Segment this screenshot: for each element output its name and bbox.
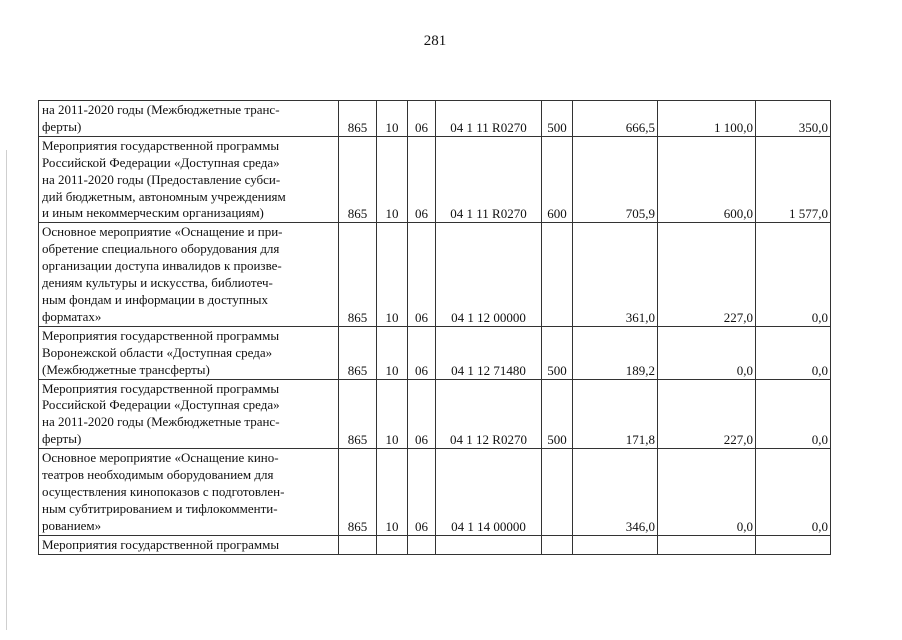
amount-year-2-cell: 0,0 bbox=[658, 326, 756, 379]
table-row bbox=[39, 136, 831, 223]
table-row bbox=[39, 449, 831, 536]
section-code-cell bbox=[377, 535, 408, 554]
scan-edge-line bbox=[6, 150, 7, 630]
subsection-code-cell: 06 bbox=[408, 101, 436, 137]
description-cell bbox=[39, 379, 339, 449]
table-row bbox=[39, 326, 831, 379]
amount-year-3-cell: 0,0 bbox=[756, 449, 831, 536]
target-article-cell: 04 1 11 R0270 bbox=[436, 101, 542, 137]
description-line: Мероприятия государственной программы bbox=[42, 327, 280, 343]
ministry-code-cell: 865 bbox=[339, 326, 377, 379]
target-article-cell: 04 1 12 71480 bbox=[436, 326, 542, 379]
subsection-code-cell: 06 bbox=[408, 379, 436, 449]
description-line: форматах» bbox=[42, 308, 102, 324]
amount-year-3-cell: 0,0 bbox=[756, 326, 831, 379]
description-cell bbox=[39, 101, 339, 137]
description-cell bbox=[39, 535, 339, 554]
description-line: дениям культуры и искусства, библиотеч- bbox=[42, 275, 273, 291]
description-line: и иным некоммерческим организациям) bbox=[42, 205, 264, 221]
description-line: на 2011-2020 годы (Межбюджетные транс- bbox=[42, 102, 280, 117]
description-line: ферты) bbox=[42, 118, 82, 134]
description-line: ным фондам и информации в доступных bbox=[42, 291, 269, 307]
description-line: Основное мероприятие «Оснащение кино- bbox=[42, 450, 279, 466]
description-line: Мероприятия государственной программы bbox=[42, 137, 280, 153]
description-line: ным субтитрированием и тифлокомменти- bbox=[42, 500, 278, 516]
section-code-cell: 10 bbox=[377, 101, 408, 137]
amount-year-1-cell: 189,2 bbox=[573, 326, 658, 379]
expense-type-cell bbox=[542, 449, 573, 536]
description-line: осуществления кинопоказов с подготовлен- bbox=[42, 483, 285, 499]
description-line: Российской Федерации «Доступная среда» bbox=[42, 397, 280, 413]
amount-year-3-cell: 350,0 bbox=[756, 101, 831, 137]
expense-type-cell: 500 bbox=[542, 101, 573, 137]
amount-year-1-cell: 666,5 bbox=[573, 101, 658, 137]
amount-year-2-cell: 600,0 bbox=[658, 136, 756, 223]
description-cell bbox=[39, 223, 339, 326]
ministry-code-cell: 865 bbox=[339, 379, 377, 449]
amount-year-1-cell bbox=[573, 535, 658, 554]
description-cell bbox=[39, 136, 339, 223]
description-line: театров необходимым оборудованием для bbox=[42, 467, 274, 483]
description-cell bbox=[39, 449, 339, 536]
amount-year-3-cell: 1 577,0 bbox=[756, 136, 831, 223]
subsection-code-cell: 06 bbox=[408, 136, 436, 223]
subsection-code-cell: 06 bbox=[408, 326, 436, 379]
budget-table-body bbox=[39, 101, 831, 555]
description-line: Мероприятия государственной программы bbox=[42, 536, 280, 552]
target-article-cell: 04 1 12 00000 bbox=[436, 223, 542, 326]
ministry-code-cell: 865 bbox=[339, 101, 377, 137]
ministry-code-cell: 865 bbox=[339, 449, 377, 536]
target-article-cell bbox=[436, 535, 542, 554]
amount-year-2-cell: 227,0 bbox=[658, 379, 756, 449]
ministry-code-cell: 865 bbox=[339, 136, 377, 223]
amount-year-2-cell: 1 100,0 bbox=[658, 101, 756, 137]
expense-type-cell: 500 bbox=[542, 326, 573, 379]
table-row bbox=[39, 379, 831, 449]
table-row bbox=[39, 535, 831, 554]
target-article-cell: 04 1 14 00000 bbox=[436, 449, 542, 536]
section-code-cell: 10 bbox=[377, 136, 408, 223]
expense-type-cell bbox=[542, 223, 573, 326]
section-code-cell: 10 bbox=[377, 326, 408, 379]
amount-year-1-cell: 361,0 bbox=[573, 223, 658, 326]
expense-type-cell: 500 bbox=[542, 379, 573, 449]
amount-year-2-cell: 0,0 bbox=[658, 449, 756, 536]
description-line: на 2011-2020 годы (Межбюджетные транс- bbox=[42, 414, 280, 430]
amount-year-1-cell: 705,9 bbox=[573, 136, 658, 223]
description-line: Воронежской области «Доступная среда» bbox=[42, 344, 273, 360]
amount-year-2-cell bbox=[658, 535, 756, 554]
section-code-cell: 10 bbox=[377, 223, 408, 326]
target-article-cell: 04 1 12 R0270 bbox=[436, 379, 542, 449]
description-line: ферты) bbox=[42, 431, 82, 447]
ministry-code-cell bbox=[339, 535, 377, 554]
section-code-cell: 10 bbox=[377, 379, 408, 449]
description-line: дий бюджетным, автономным учреждениям bbox=[42, 188, 286, 204]
description-line: организации доступа инвалидов к произве- bbox=[42, 258, 282, 274]
description-line: обретение специального оборудования для bbox=[42, 241, 280, 257]
description-line: Основное мероприятие «Оснащение и при- bbox=[42, 224, 283, 240]
table-row bbox=[39, 223, 831, 326]
subsection-code-cell: 06 bbox=[408, 223, 436, 326]
amount-year-1-cell: 346,0 bbox=[573, 449, 658, 536]
table-row bbox=[39, 101, 831, 137]
section-code-cell: 10 bbox=[377, 449, 408, 536]
target-article-cell: 04 1 11 R0270 bbox=[436, 136, 542, 223]
amount-year-3-cell bbox=[756, 535, 831, 554]
subsection-code-cell: 06 bbox=[408, 449, 436, 536]
amount-year-3-cell: 0,0 bbox=[756, 379, 831, 449]
description-line: Российской Федерации «Доступная среда» bbox=[42, 154, 280, 170]
description-line: на 2011-2020 годы (Предоставление субси- bbox=[42, 171, 281, 187]
budget-table bbox=[38, 100, 831, 555]
description-line: Мероприятия государственной программы bbox=[42, 380, 280, 396]
page-number: 281 bbox=[423, 33, 447, 49]
amount-year-1-cell: 171,8 bbox=[573, 379, 658, 449]
amount-year-3-cell: 0,0 bbox=[756, 223, 831, 326]
description-cell bbox=[39, 326, 339, 379]
subsection-code-cell bbox=[408, 535, 436, 554]
description-line: рованием» bbox=[42, 517, 102, 533]
expense-type-cell: 600 bbox=[542, 136, 573, 223]
ministry-code-cell: 865 bbox=[339, 223, 377, 326]
amount-year-2-cell: 227,0 bbox=[658, 223, 756, 326]
description-line: (Межбюджетные трансферты) bbox=[42, 361, 210, 377]
expense-type-cell bbox=[542, 535, 573, 554]
